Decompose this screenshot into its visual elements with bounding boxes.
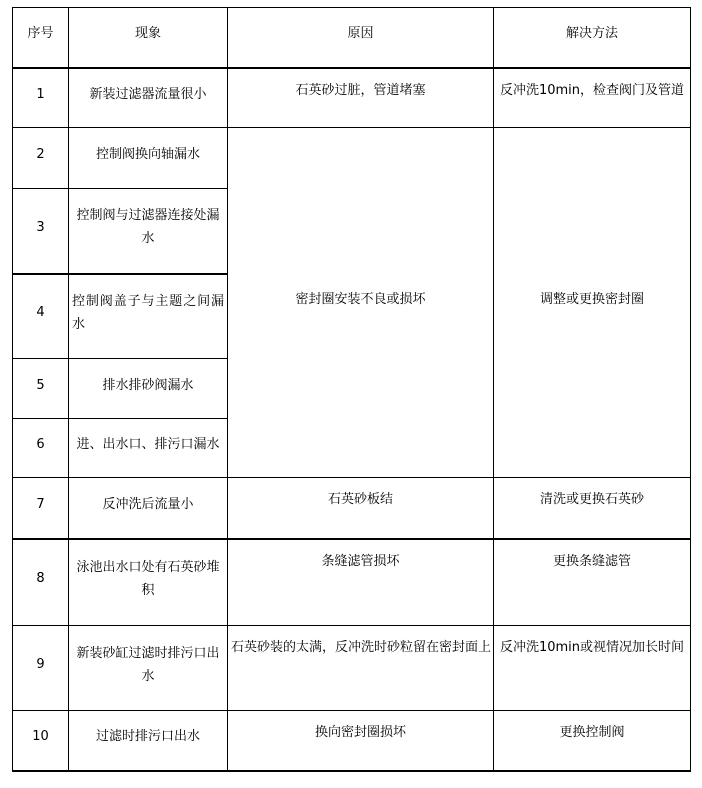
number-cell: 1 xyxy=(13,68,69,128)
table-row xyxy=(13,128,691,189)
cause-cell: 石英砂装的太满，反冲洗时砂粒留在密封面上 xyxy=(228,626,494,711)
number-cell: 9 xyxy=(13,626,69,711)
solution-cell: 更换条缝滤管 xyxy=(494,539,691,626)
phenomenon-cell: 新装砂缸过滤时排污口出水 xyxy=(69,626,228,711)
cause-cell: 石英砂板结 xyxy=(228,478,494,539)
table-row xyxy=(13,478,691,539)
number-cell: 5 xyxy=(13,359,69,419)
phenomenon-cell: 反冲洗后流量小 xyxy=(69,478,228,539)
phenomenon-cell: 排水排砂阀漏水 xyxy=(69,359,228,419)
phenomenon-cell: 泳池出水口处有石英砂堆积 xyxy=(69,539,228,626)
number-cell: 2 xyxy=(13,128,69,189)
table-row xyxy=(13,68,691,128)
phenomenon-cell: 控制阀换向轴漏水 xyxy=(69,128,228,189)
phenomenon-cell: 进、出水口、排污口漏水 xyxy=(69,419,228,478)
solution-cell: 反冲洗10min，检查阀门及管道 xyxy=(494,68,691,128)
cause-cell: 石英砂过脏，管道堵塞 xyxy=(228,68,494,128)
header-cell-solution: 解决方法 xyxy=(494,8,691,68)
cause-cell: 换向密封圈损坏 xyxy=(228,711,494,771)
table-row xyxy=(13,539,691,626)
number-cell: 4 xyxy=(13,274,69,359)
number-cell: 3 xyxy=(13,189,69,274)
phenomenon-cell: 过滤时排污口出水 xyxy=(69,711,228,771)
merged-cause-cell: 密封圈安装不良或损坏 xyxy=(228,128,494,478)
header-cell-cause: 原因 xyxy=(228,8,494,68)
cause-cell: 条缝滤管损坏 xyxy=(228,539,494,626)
phenomenon-cell: 控制阀盖子与主题之间漏水 xyxy=(69,274,228,359)
header-row xyxy=(13,8,691,68)
header-cell-no: 序号 xyxy=(13,8,69,68)
merged-solution-cell: 调整或更换密封圈 xyxy=(494,128,691,478)
number-cell: 7 xyxy=(13,478,69,539)
table-row xyxy=(13,626,691,711)
number-cell: 10 xyxy=(13,711,69,771)
phenomenon-cell: 控制阀与过滤器连接处漏水 xyxy=(69,189,228,274)
troubleshooting-table xyxy=(12,7,691,772)
solution-cell: 反冲洗10min或视情况加长时间 xyxy=(494,626,691,711)
number-cell: 6 xyxy=(13,419,69,478)
table-row xyxy=(13,711,691,771)
solution-cell: 更换控制阀 xyxy=(494,711,691,771)
phenomenon-cell: 新装过滤器流量很小 xyxy=(69,68,228,128)
number-cell: 8 xyxy=(13,539,69,626)
header-cell-phenomenon: 现象 xyxy=(69,8,228,68)
solution-cell: 清洗或更换石英砂 xyxy=(494,478,691,539)
